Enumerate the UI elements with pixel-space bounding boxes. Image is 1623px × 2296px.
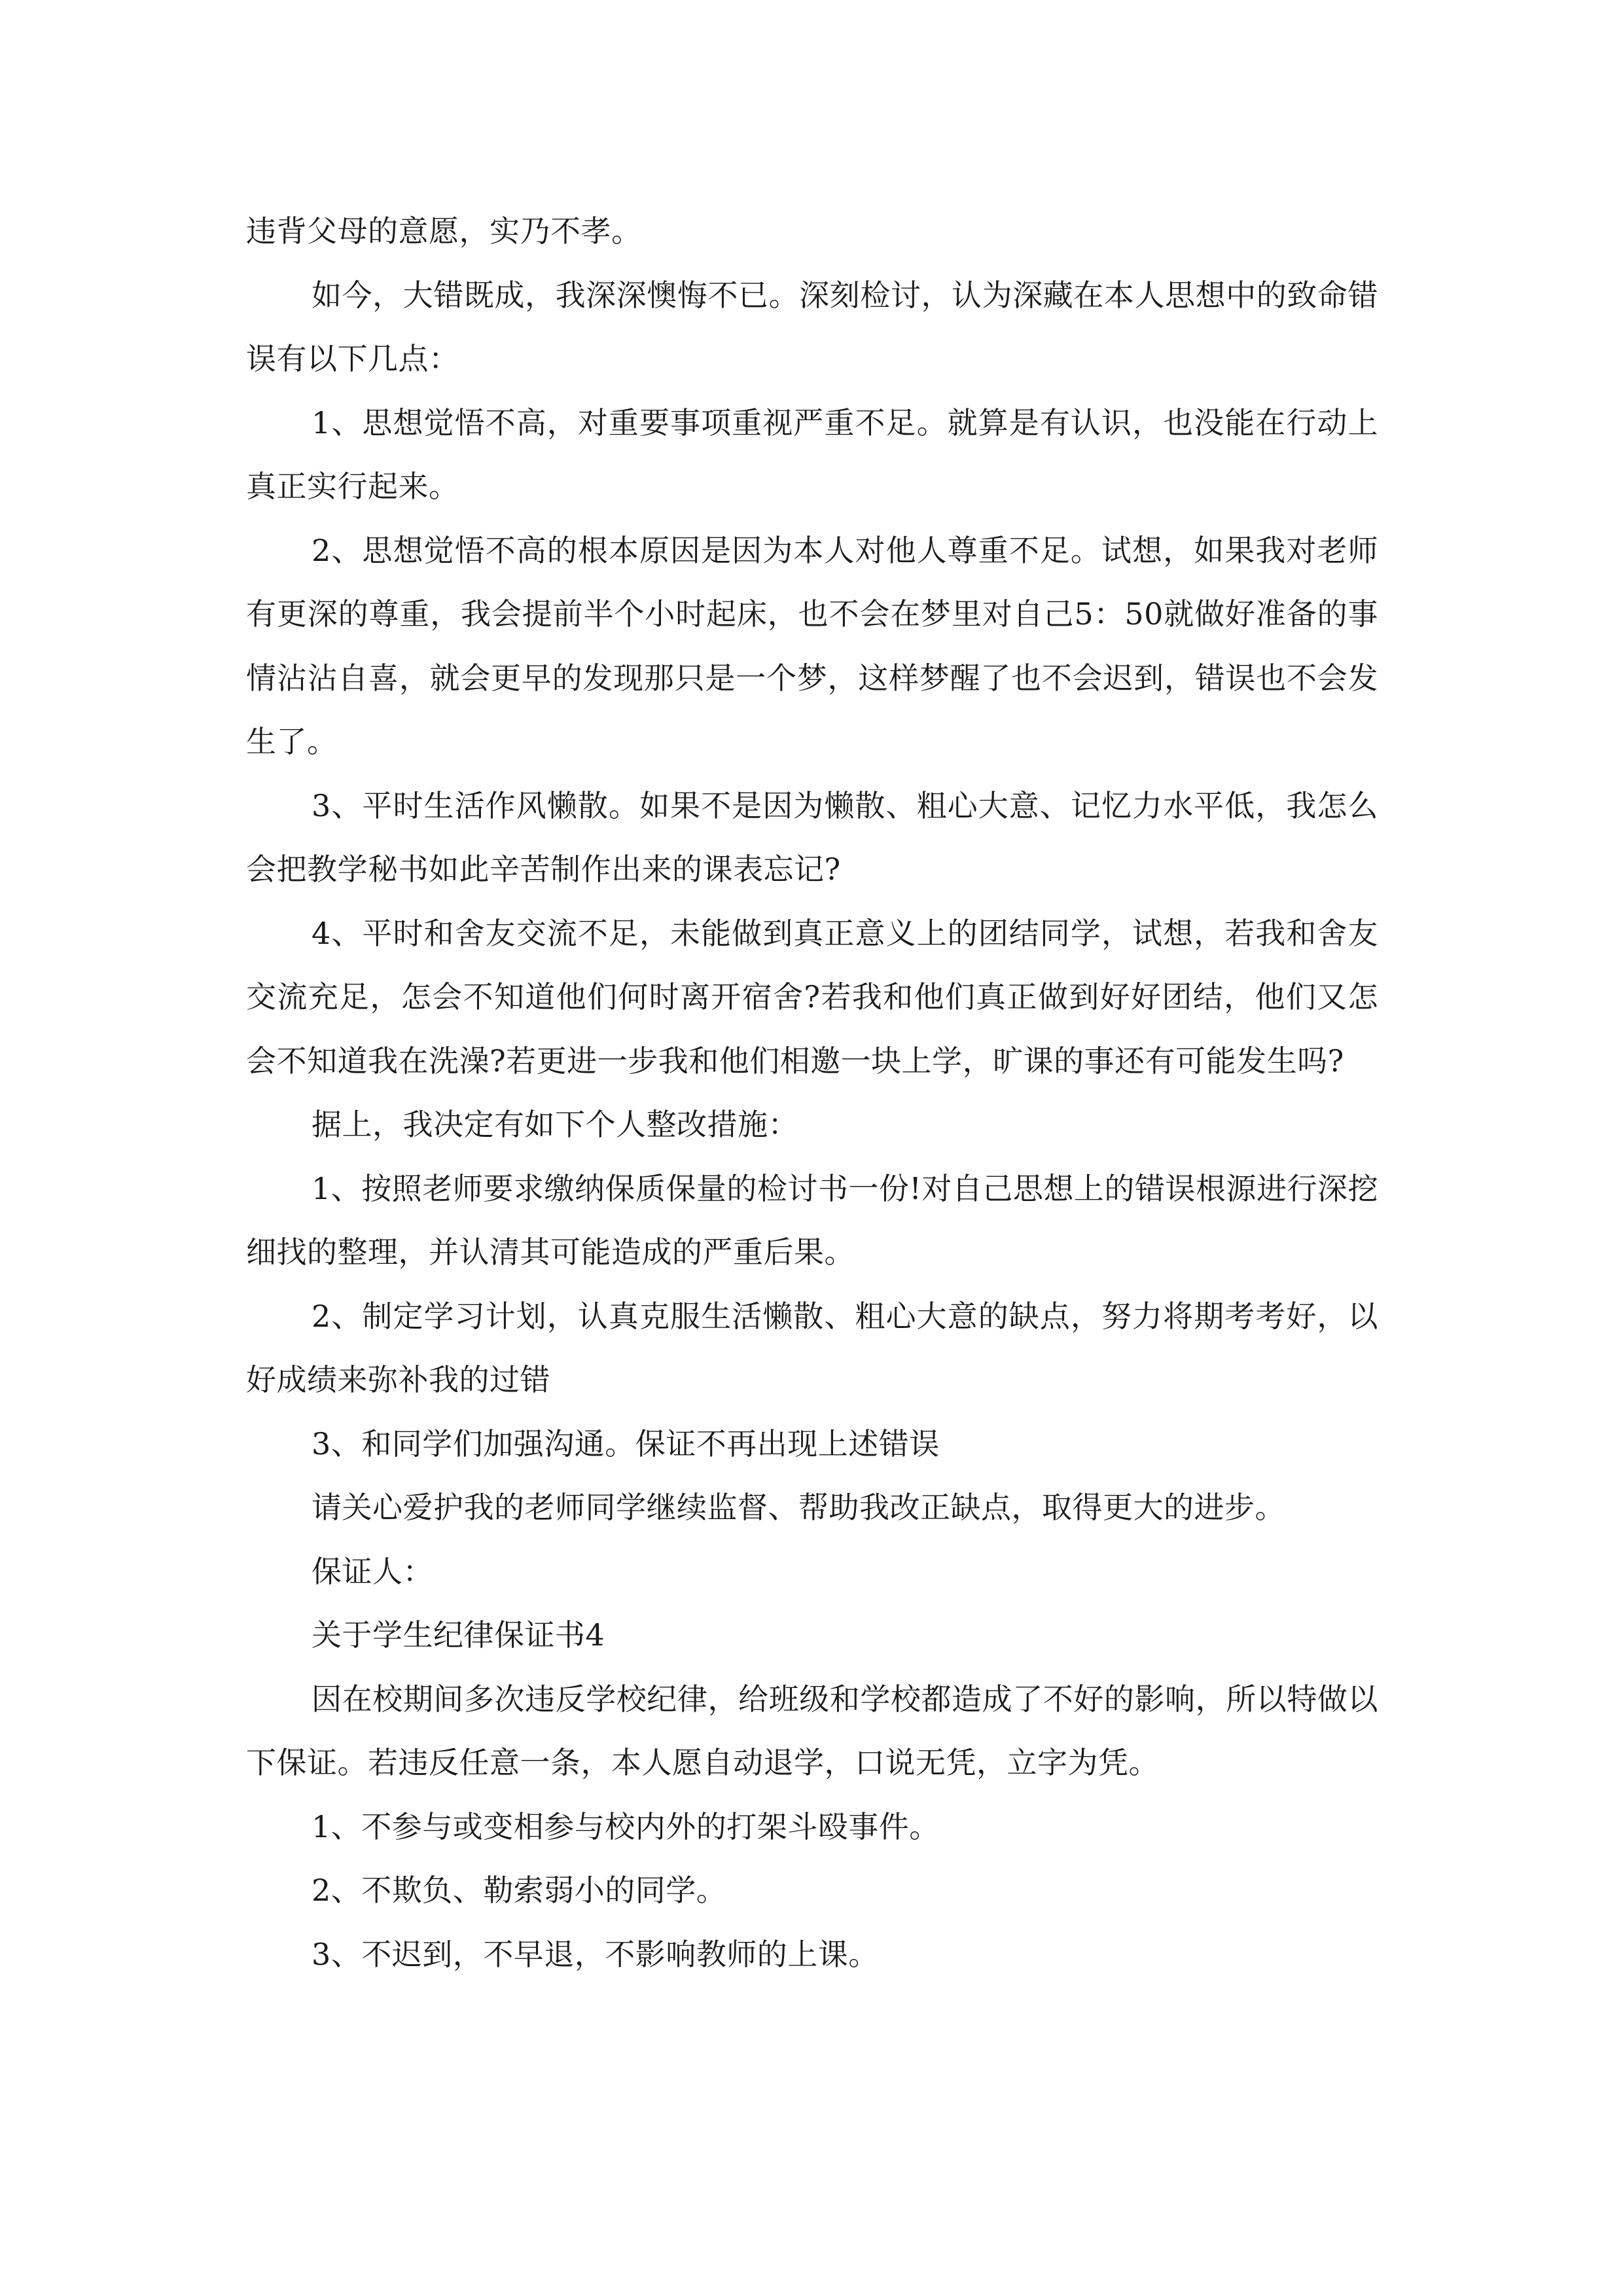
- document-body: [246, 200, 1378, 1986]
- paragraph-error-4: 4、平时和舍友交流不足，未能做到真正意义上的团结同学，试想，若我和舍友交流充足，怎会不知道他们何时离开宿舍?若我和他们真正做到好好团结，他们又怎会不知道我在洗澡?若更进一步我和他们相邀一块上学，旷课的事还有可能发生吗?: [246, 915, 1378, 1079]
- paragraph-error-1: 1、思想觉悟不高，对重要事项重视严重不足。就算是有认识，也没能在行动上真正实行起来。: [246, 404, 1378, 504]
- paragraph-measure-3: 3、和同学们加强沟通。保证不再出现上述错误: [312, 1426, 940, 1462]
- paragraph-rule-3: 3、不迟到，不早退，不影响教师的上课。: [312, 1936, 879, 1972]
- paragraph-error-2: 2、思想觉悟不高的根本原因是因为本人对他人尊重不足。试想，如果我对老师有更深的尊重，我会提前半个小时起床，也不会在梦里对自己5：50就做好准备的事情沾沾自喜，就会更早的发现那只是一个梦，这样梦醒了也不会迟到，错误也不会发生了。: [246, 532, 1378, 759]
- paragraph-section-intro: 因在校期间多次违反学校纪律，给班级和学校都造成了不好的影响，所以特做以下保证。若违反任意一条，本人愿自动退学，口说无凭，立字为凭。: [246, 1681, 1378, 1780]
- paragraph-measure-2: 2、制定学习计划，认真克服生活懒散、粗心大意的缺点，努力将期考考好，以好成绩来弥补我的过错: [246, 1298, 1378, 1397]
- paragraph-rule-2: 2、不欺负、勒索弱小的同学。: [312, 1873, 727, 1908]
- paragraph-measures-intro: 据上，我决定有如下个人整改措施：: [312, 1107, 798, 1142]
- paragraph-measure-1: 1、按照老师要求缴纳保质保量的检讨书一份!对自己思想上的错误根源进行深挖细找的整理，并认清其可能造成的严重后果。: [246, 1170, 1378, 1270]
- paragraph-intro-regret: 如今，大错既成，我深深懊悔不已。深刻检讨，认为深藏在本人思想中的致命错误有以下几点：: [246, 277, 1378, 376]
- paragraph-continuation: 违背父母的意愿，实乃不孝。: [246, 213, 642, 249]
- paragraph-rule-1: 1、不参与或变相参与校内外的打架斗殴事件。: [312, 1808, 940, 1844]
- paragraph-closing-request: 请关心爱护我的老师同学继续监督、帮助我改正缺点，取得更大的进步。: [312, 1490, 1285, 1525]
- paragraph-error-3: 3、平时生活作风懒散。如果不是因为懒散、粗心大意、记忆力水平低，我怎么会把教学秘书如此辛苦制作出来的课表忘记?: [246, 787, 1378, 887]
- section-title: 关于学生纪律保证书4: [312, 1617, 605, 1653]
- paragraph-guarantor: 保证人：: [312, 1553, 433, 1589]
